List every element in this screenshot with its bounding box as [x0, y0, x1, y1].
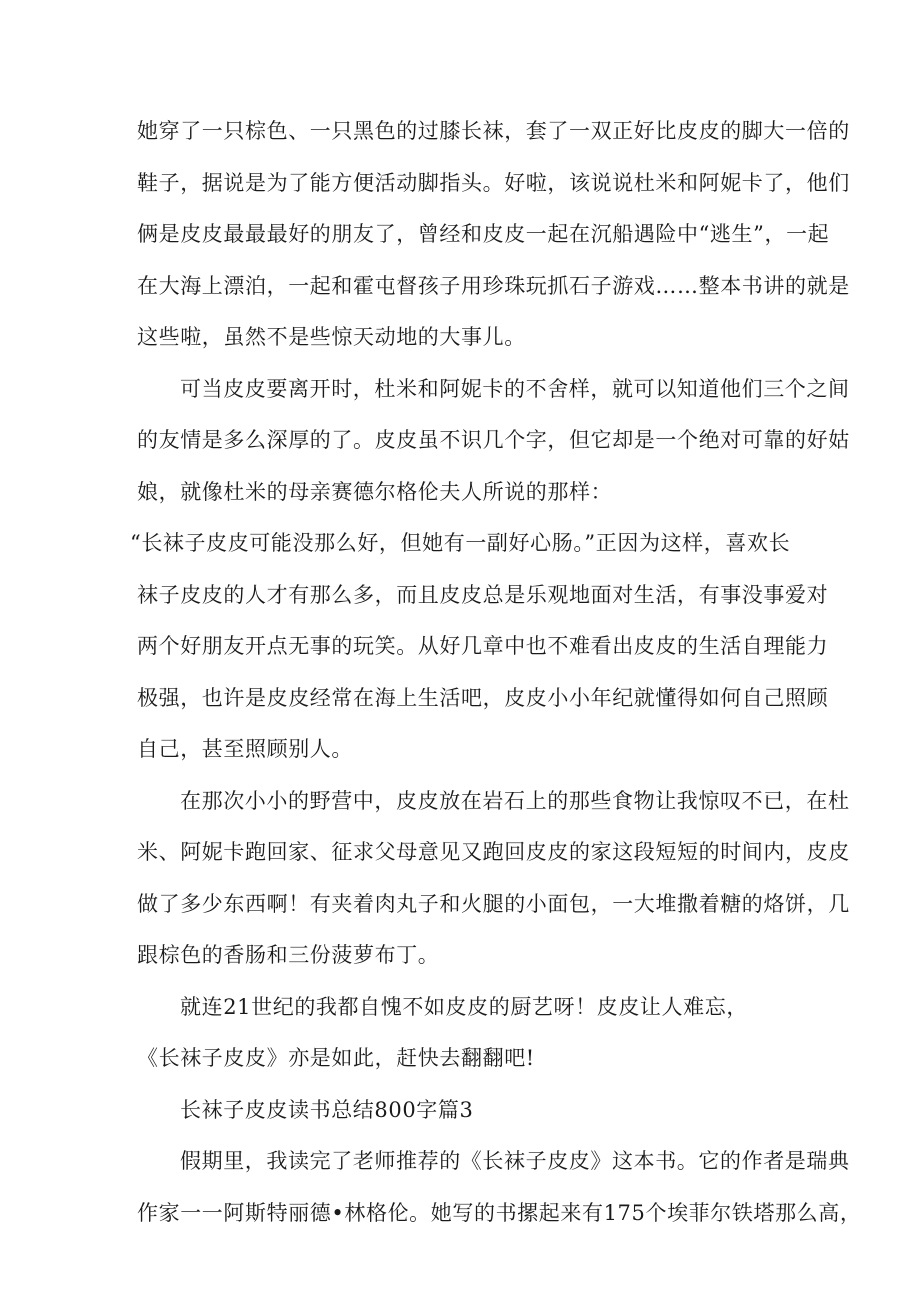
paragraph-line: 俩是皮皮最最最好的朋友了，曾经和皮皮一起在沉船遇险中“逃生”，一起 — [137, 222, 830, 246]
paragraph-line: 自己，甚至照顾别人。 — [137, 737, 353, 761]
paragraph-line: 跟棕色的香肠和三份菠萝布丁。 — [137, 943, 440, 967]
paragraph-line: 作家一一阿斯特丽德•林格伦。她写的书摞起来有175个埃菲尔铁塔那么高， — [137, 1201, 862, 1225]
paragraph-line: 的友情是多么深厚的了。皮皮虽不识几个字，但它却是一个绝对可靠的好姑 — [137, 428, 850, 452]
paragraph-line: 娘，就像杜米的母亲赛德尔格伦夫人所说的那样： — [137, 480, 613, 504]
paragraph-line: 可当皮皮要离开时，杜米和阿妮卡的不舍样，就可以知道他们三个之间 — [180, 377, 850, 401]
paragraph-line: 袜子皮皮的人才有那么多，而且皮皮总是乐观地面对生活，有事没事爱对 — [137, 583, 829, 607]
paragraph-line: 这些啦，虽然不是些惊天动地的大事儿。 — [137, 325, 526, 349]
paragraph-line: 鞋子，据说是为了能方便活动脚指头。好啦，该说说杜米和阿妮卡了，他们 — [137, 171, 850, 195]
paragraph-line: 假期里，我读完了老师推荐的《长袜子皮皮》这本书。它的作者是瑞典 — [180, 1149, 850, 1173]
paragraph-line: 在大海上漂泊，一起和霍屯督孩子用珍珠玩抓石子游戏……整本书讲的就是 — [137, 274, 850, 298]
paragraph-line: 米、阿妮卡跑回家、征求父母意见又跑回皮皮的家这段短短的时间内，皮皮 — [137, 840, 850, 864]
paragraph-line: 两个好朋友开点无事的玩笑。从好几章中也不难看出皮皮的生活自理能力 — [137, 634, 829, 658]
paragraph-line: 《长袜子皮皮》亦是如此，赶快去翻翻吧! — [137, 1046, 535, 1070]
paragraph-line: 极强，也许是皮皮经常在海上生活吧，皮皮小小年纪就懂得如何自己照顾 — [137, 686, 829, 710]
section-heading: 长袜子皮皮读书总结800字篇3 — [180, 1098, 474, 1122]
paragraph-line: “长袜子皮皮可能没那么好，但她有一副好心肠。”正因为这样，喜欢长 — [130, 531, 791, 555]
paragraph-line: 就连21世纪的我都自愧不如皮皮的厨艺呀！皮皮让人难忘， — [180, 995, 748, 1019]
paragraph-line: 她穿了一只棕色、一只黑色的过膝长袜，套了一双正好比皮皮的脚大一倍的 — [137, 119, 850, 143]
paragraph-line: 做了多少东西啊！有夹着肉丸子和火腿的小面包，一大堆撒着糖的烙饼，几 — [137, 892, 850, 916]
paragraph-line: 在那次小小的野营中，皮皮放在岩石上的那些食物让我惊叹不已，在杜 — [180, 789, 850, 813]
